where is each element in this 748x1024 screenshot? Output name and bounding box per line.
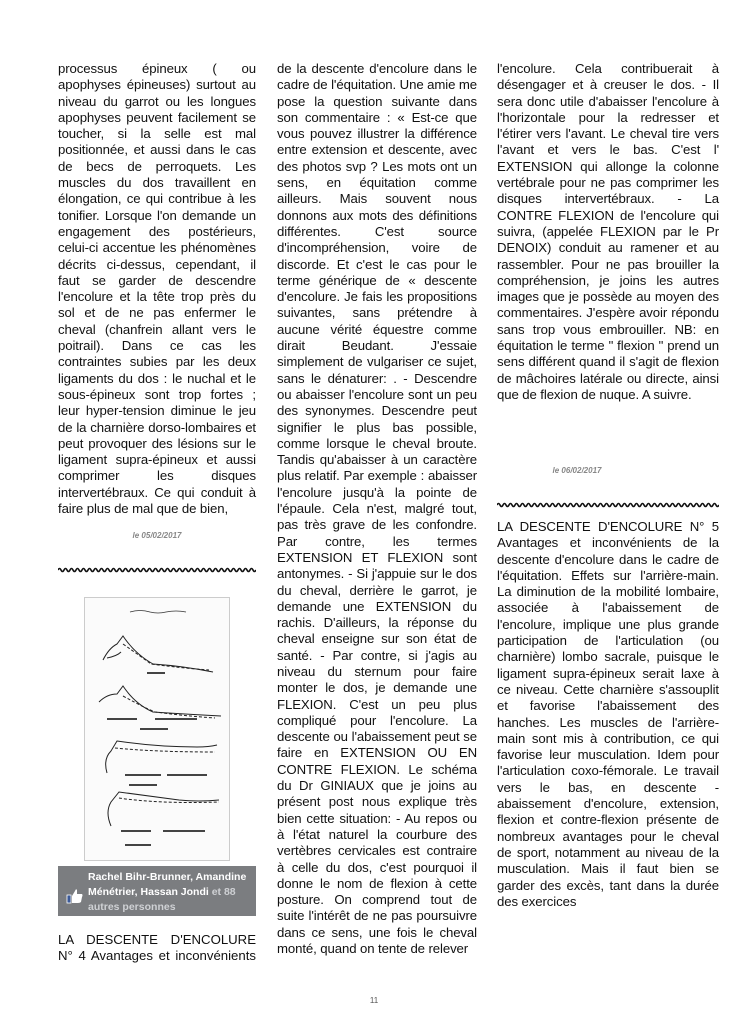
giniaux-diagram-image: [84, 597, 230, 861]
wavy-divider: [58, 566, 256, 574]
liker-names[interactable]: Rachel Bihr-Brunner, Amandine Ménétrier, Hassan Jondi: [88, 871, 247, 898]
thumbs-up-icon: [66, 888, 84, 904]
other-likers[interactable]: et 88 autres personnes: [88, 886, 236, 913]
column-1-text: processus épineux ( ou apophyses épineuses) surtout au niveau du garrot ou les longues apophyses peuvent facilement se toucher, si la selle est mal positionnée, et aussi dans le cas de becs de perroquets. Les muscles du dos travaillent en élongation, ce qui contribue à les tonifier. Lorsque l'on demande un engagement des postérieurs, celui-ci accentue les phénomènes décrits ci-dessus, cependant, il faut se garder de descendre l'encolure et la tête trop près du sol et de ne pas enfermer le cheval (chanfrein allant vers le poitrail). Dans ce cas les contraintes subies par les deux ligaments du dos : le nuchal et le sous-épineux sont trop fortes ; leur hyper-tension diminue le jeu de la charnière dorso-lombaires et peut provoquer des lésions sur le ligament supra-épineux et aussi comprimer les disques intervertébraux. Ce qui conduit à faire plus de mal que de bien,: [58, 61, 256, 517]
post-date: le 05/02/2017: [132, 531, 182, 540]
column-1: [58, 61, 256, 517]
facebook-like-bar[interactable]: [58, 866, 256, 916]
wavy-divider: [497, 501, 719, 509]
column-2: [277, 61, 477, 957]
post-heading-n4: LA DESCENTE D'ENCOLURE N° 4 Avantages et inconvénients: [58, 932, 256, 964]
like-names: [88, 870, 253, 915]
post-date: le 06/02/2017: [552, 466, 602, 475]
column-2-text: de la descente d'encolure dans le cadre de l'équitation. Une amie me pose la question suivante dans son commentaire : « Est-ce que vous pouvez illustrer la différence entre extension et descente, avec des photos svp ? Les mots ont un sens, en équitation comme ailleurs. Mais souvent nous donnons aux mots des définitions différentes. C'est source d'incompréhension, voire de discorde. Et c'est le cas pour le terme générique de « descente d'encolure. Je fais les propositions suivantes, sans prétendre à aucune vérité équestre comme dirait Beudant. J'essaie simplement de vulgariser ce sujet, sans le dénaturer: . - Descendre ou abaisser l'encolure sont un peu des synonymes. Descendre peut signifier le plus bas possible, comme lorsque le cheval broute. Tandis qu'abaisser à un caractère plus relatif. Par exemple : abaisser l'encolure jusqu'à la pointe de l'épaule. Cela n'est, malgré tout, pas très grave de les confondre. Par contre, les termes EXTENSION ET FLEXION sont antonymes. - Si j'appuie sur le dos du cheval, derrière le garrot, je demande une EXTENSION du rachis. D'ailleurs, la réponse du cheval enseigne sur son état de santé. - Par contre, si j'agis au niveau du sternum pour faire monter le dos, je demande une FLEXION. C'est un peu plus compliqué pour l'encolure. La descente ou l'abaissement peut se faire en EXTENSION OU EN CONTRE FLEXION. Le schéma du Dr GINIAUX que je joins au présent post nous explique très bien cette situation: - Au repos ou à l'état naturel la courbure des vertèbres cervicales est contraire à celle du dos, c'est pourquoi il donne le nom de flexion à cette posture. On comprend tout de suite l'intérêt de ne pas poursuivre dans ce sens, une fois le cheval monté, quand on tente de relever: [277, 61, 477, 957]
column-3-text-2: LA DESCENTE D'ENCOLURE N° 5 Avantages et inconvénients de la descente d'encolure dans le cadre de l'équitation. Effets sur l'arrière-main. La diminution de la mobilité lombaire, associée à l'abaissement de l'encolure, implique une plus grande participation de l'articulation (ou charnière) lombo sacrale, puisque le ligament supra-épineux serait laxe à ce niveau. Cette charnière s'assouplit et favorise l'abaissement des hanches. Les muscles de l'arrière-main sont mis à contribution, ce qui favorise leur musculation. Idem pour l'articulation coxo-fémorale. Le travail vers le bas, en descente - abaissement d'encolure, extension, flexion et contre-flexion présente de nombreux avantages pour le cheval de sport, notamment au niveau de la musculation. Mais il faut bien se garder des excès, tant dans la durée des exercices: [497, 519, 719, 909]
column-3-text-1: l'encolure. Cela contribuerait à désengager et à creuser le dos. - Il sera donc utile d'abaisser l'encolure à l'horizontale pour la redresser et l'étirer vers l'avant. Le cheval tire vers l'avant et vers le bas. C'est l' EXTENSION qui allonge la colonne vertébrale pour ne pas comprimer les disques intervertébraux. - La CONTRE FLEXION de l'encolure qui suivra, (appelée FLEXION par le Pr DENOIX) conduit au ramener et au rassembler. Pour ne pas brouiller la compréhension, je joins les autres images que je possède au moyen des commentaires. J'espère avoir répondu sans trop vous embrouiller. NB: en équitation le terme " flexion " prend un sens différent quand il s'agit de flexion de mâchoires latérale ou directe, ainsi que de flexion de nuque. A suivre.: [497, 61, 719, 402]
column-3-section-2: [497, 519, 719, 910]
horse-neck-posture-sketch: [85, 598, 229, 860]
page-number: 11: [369, 996, 379, 1005]
column-3: [497, 61, 719, 403]
